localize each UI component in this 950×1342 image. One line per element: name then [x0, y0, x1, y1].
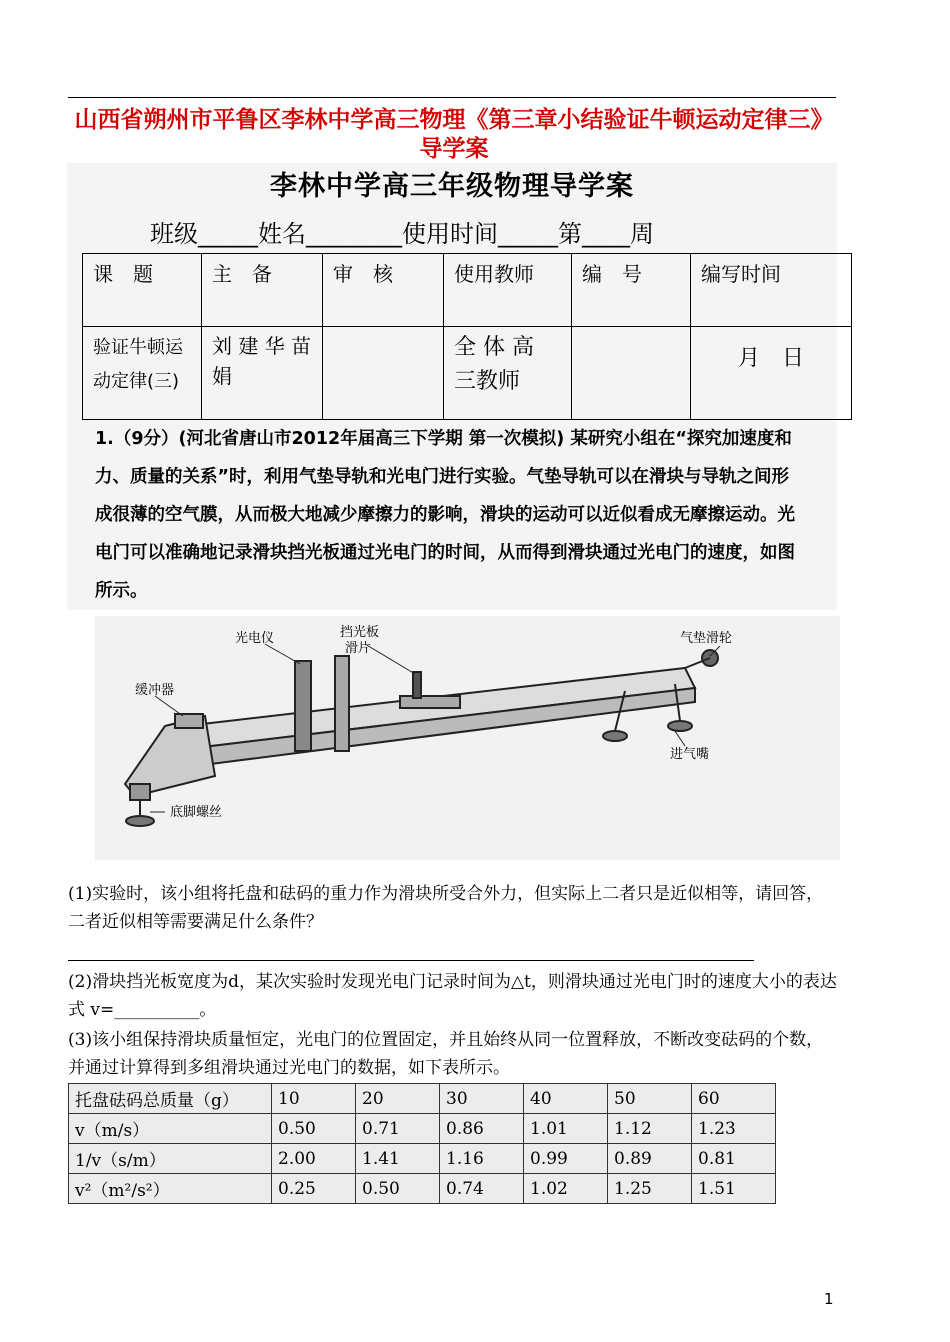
row-label: 1/v（s/m） — [69, 1144, 272, 1174]
meta-header: 使用教师 — [444, 254, 572, 327]
table-row — [69, 1174, 776, 1204]
question-1: 1.（9分）(河北省唐山市2012年届高三下学期 第一次模拟) 某研究小组在“探究加速度和力、质量的关系”时，利用气垫导轨和光电门进行实验。气垫导轨可以在滑块与导轨之间形成很薄的空气膜，从而极大地减少摩擦力的影响，滑块的运动可以近似看成无摩擦运动。光电门可以准确地记录滑块挡光板通过光电门的时间，从而得到滑块通过光电门的速度，如图所示。 — [95, 429, 795, 601]
cell: 0.81 — [692, 1144, 776, 1174]
meta-cell: 验证牛顿运动定律(三) — [83, 327, 202, 420]
cell: 10 — [272, 1084, 356, 1114]
cell: 2.00 — [272, 1144, 356, 1174]
label-buffer: 缓冲器 — [135, 683, 175, 698]
cell: 1.41 — [356, 1144, 440, 1174]
meta-cell — [323, 327, 444, 420]
table-row — [69, 1144, 776, 1174]
cell: 0.71 — [356, 1114, 440, 1144]
page-number: 1 — [824, 1290, 834, 1308]
meta-header: 编写时间 — [691, 254, 852, 327]
label-photogate: 光电仪 — [235, 631, 275, 646]
label-shutter: 挡光板 — [340, 625, 380, 640]
cell: 1.51 — [692, 1174, 776, 1204]
meta-cell: 月 日 — [691, 327, 852, 420]
meta-table — [82, 253, 852, 420]
cell: 30 — [440, 1084, 524, 1114]
meta-header: 课 题 — [83, 254, 202, 327]
cell: 1.02 — [524, 1174, 608, 1204]
cell: 1.25 — [608, 1174, 692, 1204]
cell: 0.74 — [440, 1174, 524, 1204]
air-track-figure — [95, 616, 840, 860]
cell: 0.86 — [440, 1114, 524, 1144]
cell: 50 — [608, 1084, 692, 1114]
subquestion-2: (2)滑块挡光板宽度为d，某次实验时发现光电门记录时间为△t，则滑块通过光电门时的速度大小的表达式 v=__________。 — [68, 972, 837, 1020]
meta-cell — [572, 327, 691, 420]
meta-header: 编 号 — [572, 254, 691, 327]
row-label: v（m/s） — [69, 1114, 272, 1144]
table-row — [69, 1114, 776, 1144]
cell: 0.99 — [524, 1144, 608, 1174]
table-row — [69, 1084, 776, 1114]
cell: 0.50 — [272, 1114, 356, 1144]
meta-header: 审 核 — [323, 254, 444, 327]
cell: 1.01 — [524, 1114, 608, 1144]
cell: 40 — [524, 1084, 608, 1114]
document-title: 山西省朔州市平鲁区李林中学高三物理《第三章小结验证牛顿运动定律三》导学案 — [74, 107, 834, 162]
top-rule — [68, 97, 836, 98]
cell: 20 — [356, 1084, 440, 1114]
row-label: 托盘砝码总质量（g） — [69, 1084, 272, 1114]
meta-header: 主 备 — [202, 254, 323, 327]
subquestion-3: (3)该小组保持滑块质量恒定，光电门的位置固定，并且始终从同一位置释放，不断改变砝码的个数，并通过计算得到多组滑块通过光电门的数据，如下表所示。 — [68, 1030, 824, 1078]
cell: 0.50 — [356, 1174, 440, 1204]
cell: 0.25 — [272, 1174, 356, 1204]
school-title: 李林中学高三年级物理导学案 — [270, 171, 634, 202]
cell: 1.23 — [692, 1114, 776, 1144]
cell: 1.12 — [608, 1114, 692, 1144]
answer-line — [68, 960, 754, 961]
label-air-inlet: 进气嘴 — [670, 747, 710, 762]
cell: 0.89 — [608, 1144, 692, 1174]
row-label: v²（m²/s²） — [69, 1174, 272, 1204]
label-pulley: 气垫滑轮 — [680, 631, 733, 646]
label-screw: 底脚螺丝 — [170, 805, 223, 820]
info-line: 班级_____姓名________使用时间_____第____周 — [150, 220, 654, 248]
cell: 60 — [692, 1084, 776, 1114]
data-table — [68, 1083, 776, 1204]
label-slider: 滑片 — [345, 641, 372, 656]
cell: 1.16 — [440, 1144, 524, 1174]
meta-cell: 刘 建 华 苗娟 — [202, 327, 323, 420]
subquestion-1: (1)实验时，该小组将托盘和砝码的重力作为滑块所受合外力，但实际上二者只是近似相等，请回答，二者近似相等需要满足什么条件？ — [68, 884, 824, 932]
meta-cell: 全 体 高 三教师 — [444, 327, 572, 420]
